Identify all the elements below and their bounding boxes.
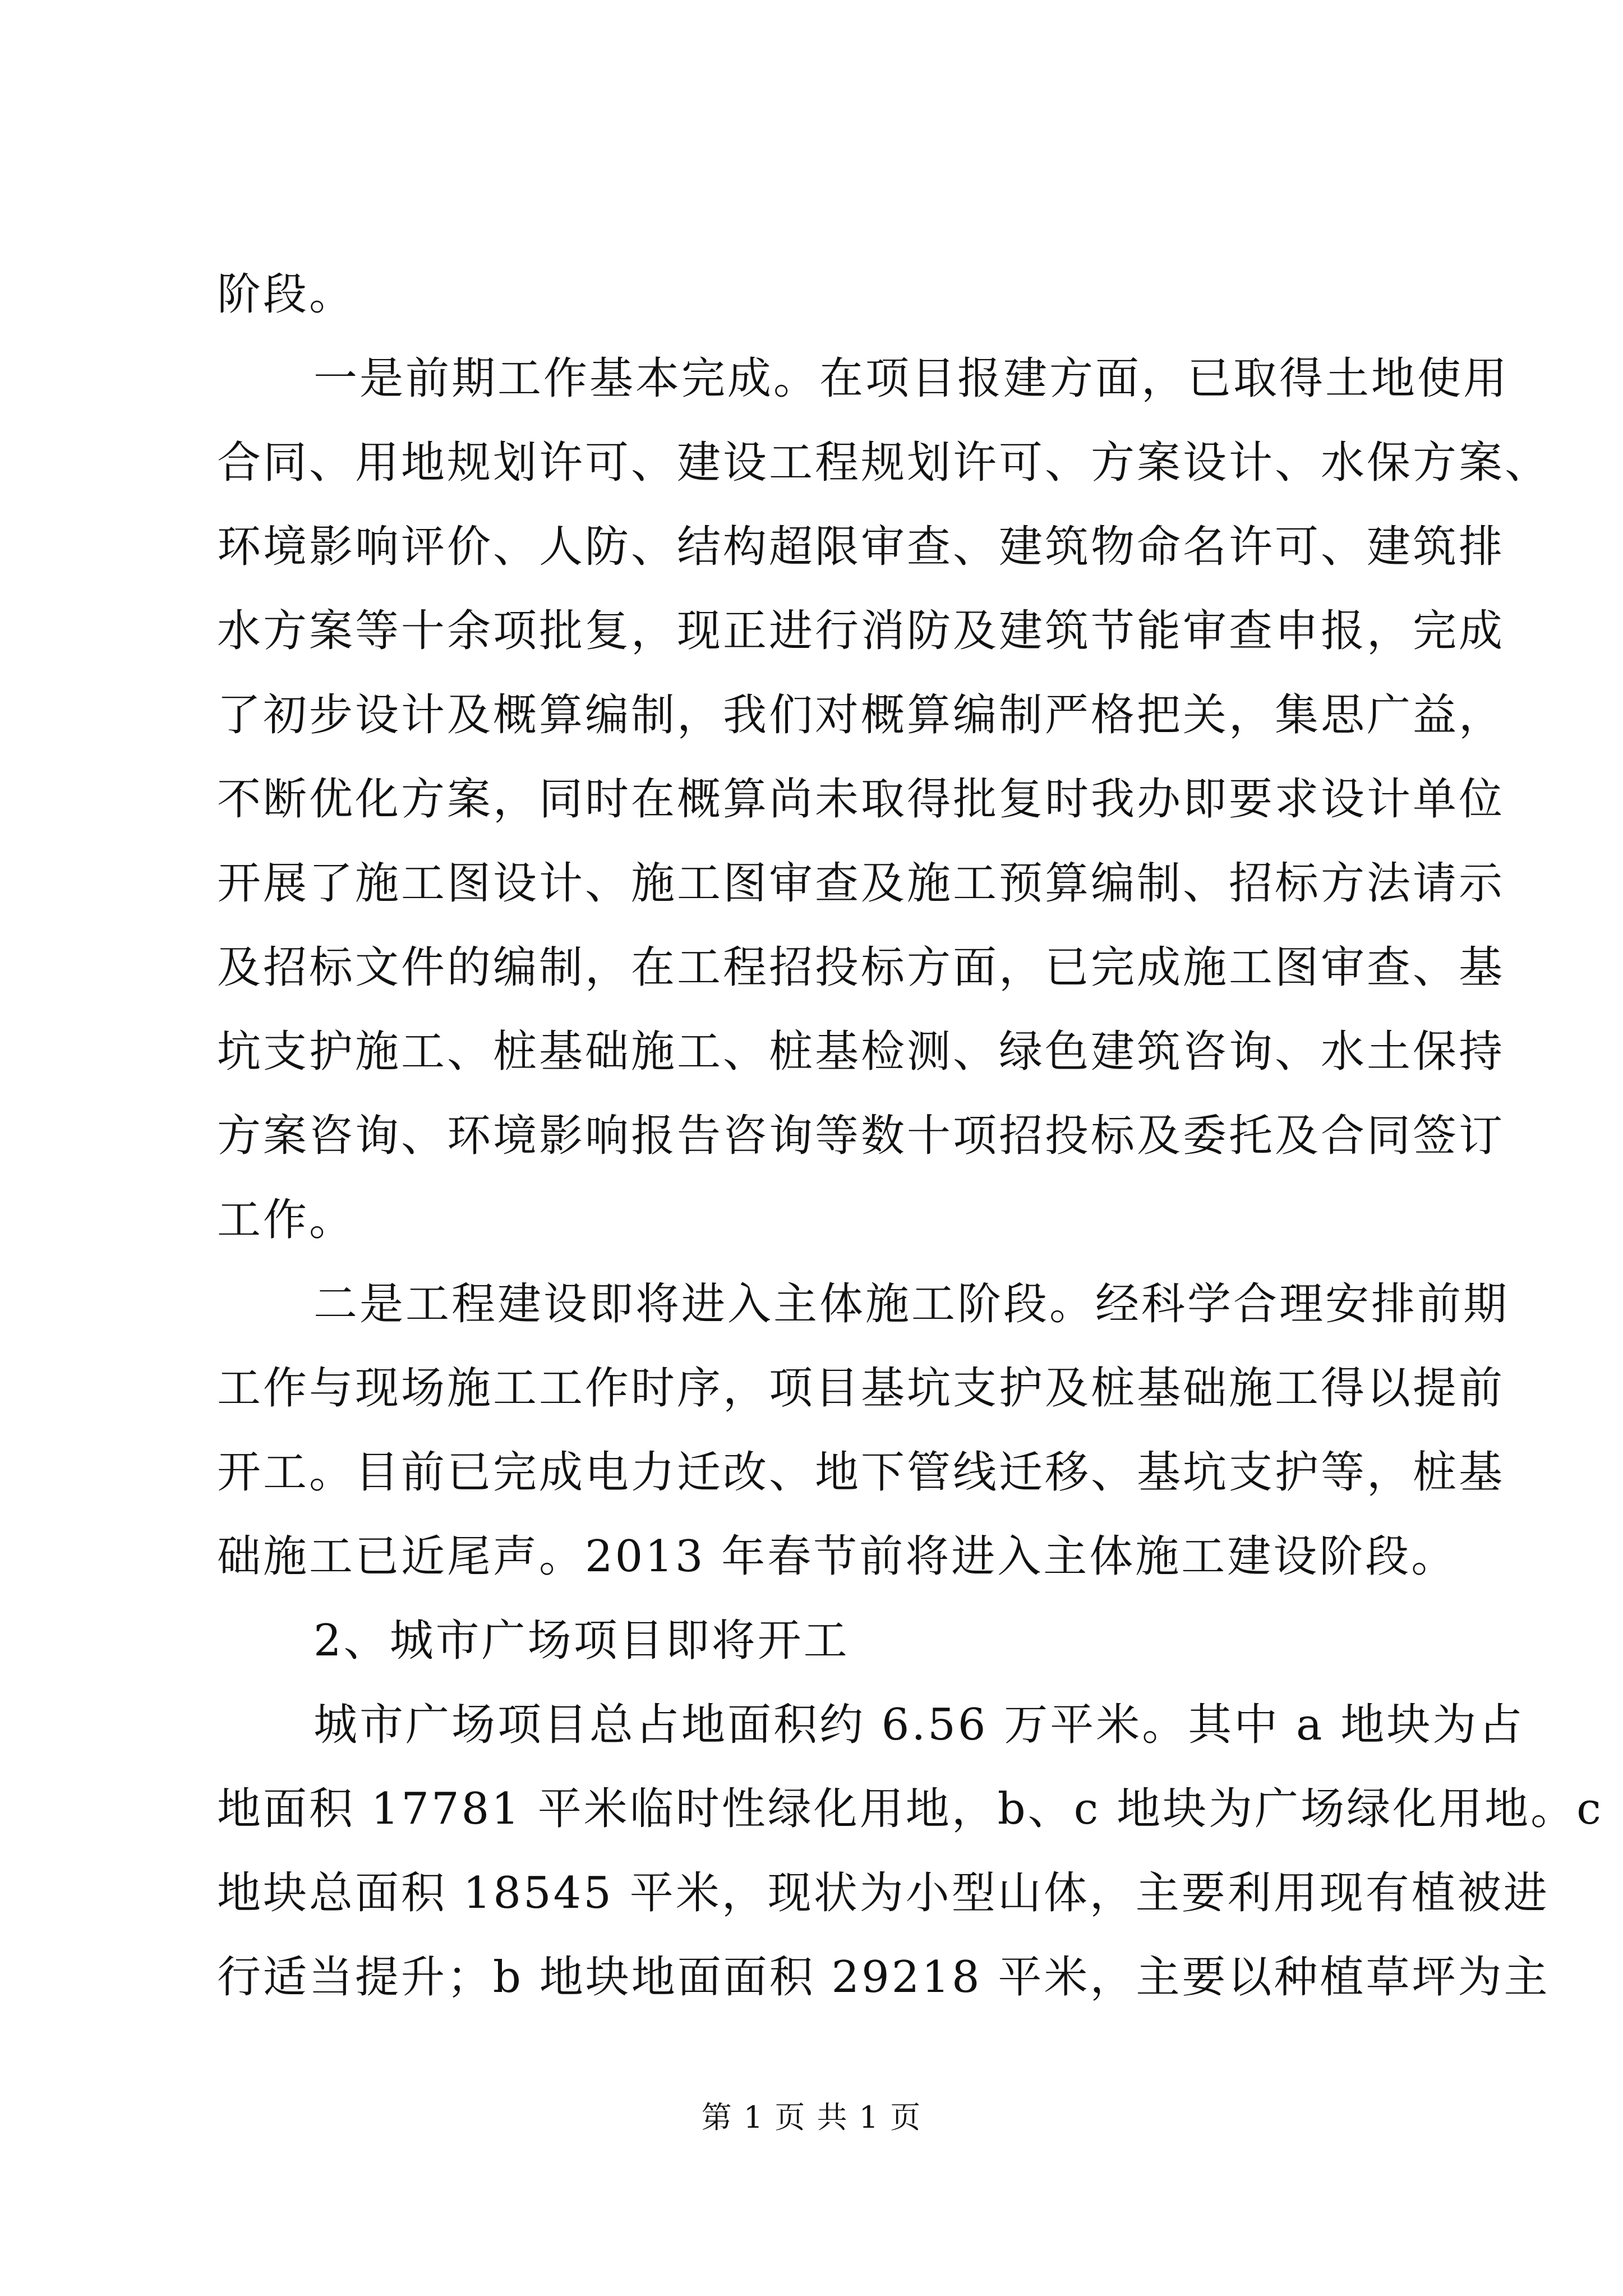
document-body [217,252,1603,2019]
text-line: 开工。目前已完成电力迁改、地下管线迁移、基坑支护等，桩基 [217,1447,1505,1498]
text-line: 工作与现场施工工作时序，项目基坑支护及桩基础施工得以提前 [217,1363,1505,1414]
text-line: 水方案等十余项批复，现正进行消防及建筑节能审查申报，完成 [217,606,1505,656]
text-line: 合同、用地规划许可、建设工程规划许可、方案设计、水保方案、 [217,438,1551,488]
text-line: 行适当提升；b 地块地面面积 29218 平米，主要以种植草坪为主 [217,1952,1550,2003]
text-line: 坑支护施工、桩基础施工、桩基检测、绿色建筑咨询、水土保持 [217,1027,1505,1077]
text-line: 了初步设计及概算编制，我们对概算编制严格把关，集思广益， [217,690,1505,740]
text-line: 及招标文件的编制，在工程招投标方面，已完成施工图审查、基 [217,942,1505,993]
text-line: 工作。 [217,1195,356,1245]
text-line: 地面积 17781 平米临时性绿化用地，b、c 地块为广场绿化用地。c [217,1784,1603,1834]
text-line: 一是前期工作基本完成。在项目报建方面，已取得土地使用 [313,353,1510,404]
text-line: 城市广场项目总占地面积约 6.56 万平米。其中 a 地块为占 [313,1700,1525,1750]
text-line: 开展了施工图设计、施工图审查及施工预算编制、招标方法请示 [217,858,1505,909]
text-line: 方案咨询、环境影响报告咨询等数十项招投标及委托及合同签订 [217,1111,1505,1161]
text-line: 础施工已近尾声。2013 年春节前将进入主体施工建设阶段。 [217,1531,1458,1582]
text-line: 不断优化方案，同时在概算尚未取得批复时我办即要求设计单位 [217,774,1505,825]
page-number-footer: 第 1 页 共 1 页 [701,2100,922,2135]
text-line: 环境影响评价、人防、结构超限审查、建筑物命名许可、建筑排 [217,522,1505,572]
text-line: 地块总面积 18545 平米，现状为小型山体，主要利用现有植被进 [217,1868,1550,1918]
text-line: 阶段。 [217,269,356,320]
text-line: 二是工程建设即将进入主体施工阶段。经科学合理安排前期 [313,1279,1510,1329]
text-line: 2、城市广场项目即将开工 [313,1616,850,1666]
